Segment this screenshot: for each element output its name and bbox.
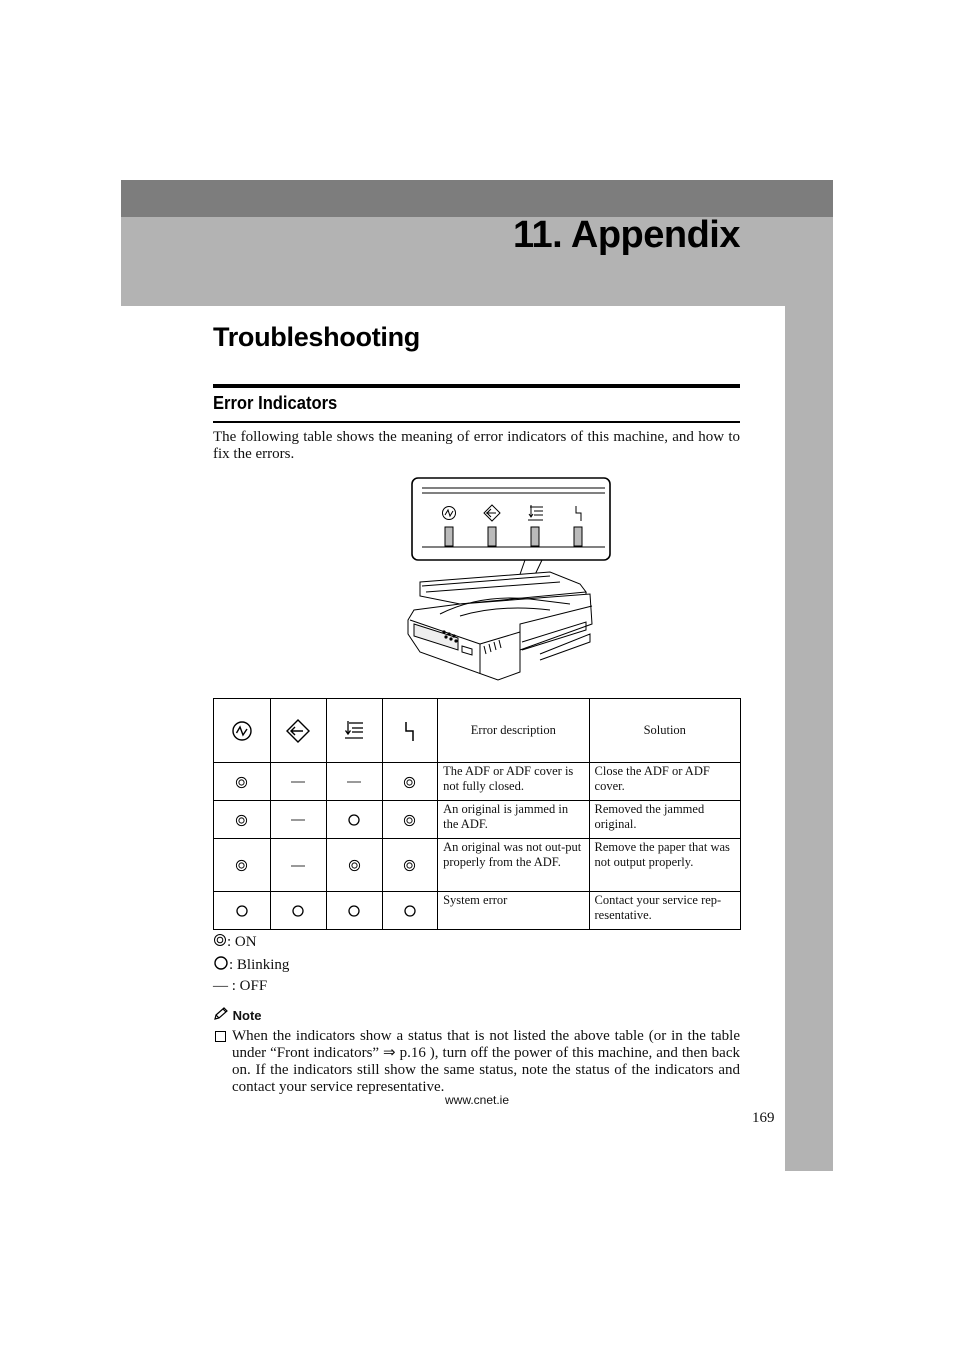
indicator-state-cell: [327, 763, 383, 801]
indicator-state-cell: [214, 839, 271, 892]
off-symbol-icon: [347, 777, 361, 787]
side-thumb-bar: [785, 306, 833, 1171]
checkbox-bullet-icon: [215, 1031, 227, 1043]
error-description-cell: The ADF or ADF cover is not fully closed.: [438, 763, 589, 801]
blinking-symbol-icon: [347, 813, 361, 827]
indicator-state-cell: [214, 801, 271, 839]
subsection-rule: [213, 421, 740, 423]
on-symbol-icon: [235, 859, 248, 872]
intro-paragraph: The following table shows the meaning of error indicators of this machine, and how to fix the errors.: [213, 429, 740, 462]
adf-error-indicator-icon: [285, 718, 311, 744]
solution-cell: Contact your service rep-resentative.: [589, 892, 740, 930]
table-row: [214, 892, 741, 930]
blinking-symbol-icon: [403, 904, 417, 918]
blinking-symbol-icon: [213, 955, 229, 971]
chapter-title: 11. Appendix: [513, 214, 740, 256]
indicator-state-cell: [382, 892, 438, 930]
note-text: When the indicators show a status that is not listed the above table (or in the table under “Front indicators” ⇒ p.16 ), turn off the power of this machine, and then back on. If the indicators still show the same status, note the status of the indicators and contact your service representative.: [232, 1028, 740, 1095]
header-original-indicator: [327, 699, 383, 763]
blinking-symbol-icon: [291, 904, 305, 918]
header-error-description: Error description: [438, 699, 589, 763]
indicator-state-cell: [214, 892, 271, 930]
section-title: Troubleshooting: [213, 322, 420, 352]
solution-cell: Close the ADF or ADF cover.: [589, 763, 740, 801]
error-description-cell: An original is jammed in the ADF.: [438, 801, 589, 839]
indicator-state-cell: [214, 763, 271, 801]
on-symbol-icon: [235, 814, 248, 827]
on-symbol-icon: [403, 776, 416, 789]
on-symbol-icon: [403, 814, 416, 827]
on-symbol-icon: [213, 933, 227, 947]
legend-off: — : OFF: [213, 978, 268, 994]
solution-cell: Remove the paper that was not output properly.: [589, 839, 740, 892]
header-solution: Solution: [589, 699, 740, 763]
off-symbol-icon: [291, 861, 305, 871]
section-rule: [213, 384, 740, 388]
indicator-state-cell: [382, 839, 438, 892]
indicator-state-cell: [382, 763, 438, 801]
legend-blinking: [213, 955, 289, 974]
original-indicator-icon: [343, 720, 365, 742]
indicator-state-cell: [327, 892, 383, 930]
on-symbol-icon: [235, 776, 248, 789]
table-header-row: [214, 699, 741, 763]
subsection-title: Error Indicators: [213, 393, 338, 413]
pencil-icon: [213, 1007, 229, 1021]
indicator-state-cell: [270, 763, 327, 801]
error-indicator-table: [213, 698, 741, 930]
indicator-state-cell: [270, 801, 327, 839]
indicator-state-cell: [270, 892, 327, 930]
error-description-cell: System error: [438, 892, 589, 930]
header-power-indicator: [214, 699, 271, 763]
header-adf-indicator: [270, 699, 327, 763]
indicator-state-cell: [327, 839, 383, 892]
indicator-state-cell: [327, 801, 383, 839]
power-indicator-icon: [230, 719, 254, 743]
on-symbol-icon: [348, 859, 361, 872]
footer-url: www.cnet.ie: [444, 1093, 510, 1107]
error-description-cell: An original was not out-put properly from the ADF.: [438, 839, 589, 892]
note-title: Note: [232, 1008, 262, 1023]
table-row: [214, 839, 741, 892]
indicator-state-cell: [382, 801, 438, 839]
on-symbol-icon: [403, 859, 416, 872]
error-indicator-icon: [402, 719, 418, 743]
legend-on: [213, 933, 257, 951]
table-row: [214, 801, 741, 839]
legend-blinking-text: : Blinking: [229, 957, 290, 973]
legend-on-text: : ON: [227, 934, 257, 950]
blinking-symbol-icon: [235, 904, 249, 918]
indicator-state-cell: [270, 839, 327, 892]
off-symbol-icon: [291, 777, 305, 787]
solution-cell: Removed the jammed original.: [589, 801, 740, 839]
page-number: 169: [752, 1110, 775, 1126]
chapter-header-band-dark: [121, 180, 833, 217]
note-heading: [213, 1007, 262, 1023]
off-symbol-icon: [291, 815, 305, 825]
blinking-symbol-icon: [347, 904, 361, 918]
machine-illustration: [400, 474, 620, 686]
table-row: [214, 763, 741, 801]
header-error-indicator: [382, 699, 438, 763]
